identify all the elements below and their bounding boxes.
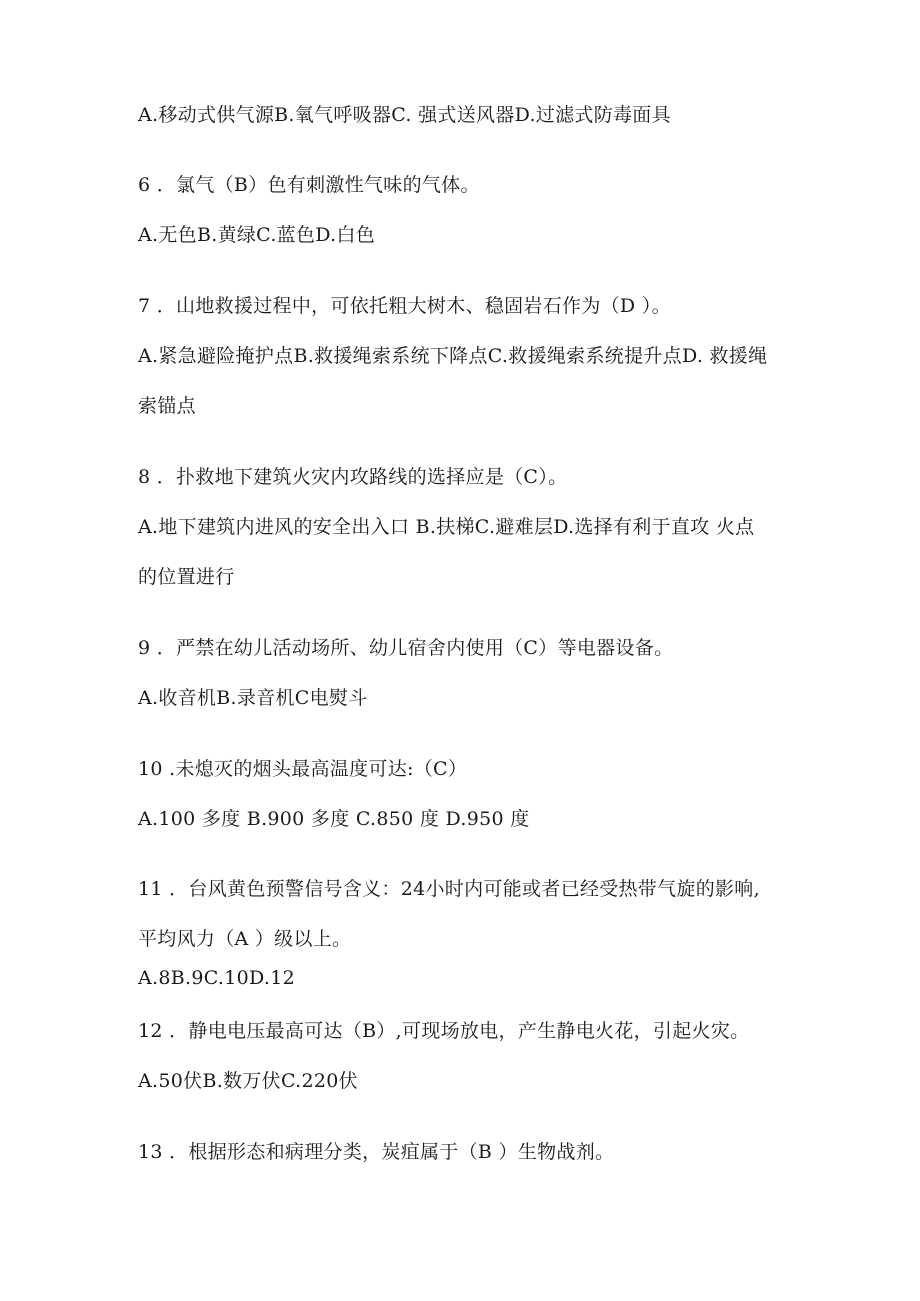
- answer-options-12: A.50伏B.数万伏C.220伏: [138, 1070, 358, 1092]
- question-9: 9 ．严禁在幼儿活动场所、幼儿宿舍内使用（C）等电器设备。: [138, 637, 674, 659]
- question-10: 10 .未熄灭的烟头最高温度可达:（C）: [138, 758, 468, 780]
- answer-options-8: A.地下建筑内进风的安全出入口 B.扶梯C.避难层D.选择有利于直攻 火点: [138, 516, 755, 538]
- question-11: 11 ．台风黄色预警信号含义：24小时内可能或者已经受热带气旋的影响,: [138, 878, 760, 900]
- question-8: 8 ．扑救地下建筑火灾内攻路线的选择应是（C）。: [138, 466, 568, 488]
- answer-options-11: A.8B.9C.10D.12: [138, 967, 295, 989]
- answer-options-9: A.收音机B.录音机C电熨斗: [138, 687, 368, 709]
- answer-options-10: A.100 多度 B.900 多度 C.850 度 D.950 度: [138, 808, 530, 830]
- question-7: 7 ．山地救援过程中，可依托粗大树木、稳固岩石作为（D ）。: [138, 295, 671, 317]
- question-12: 12 ．静电电压最高可达（B）,可现场放电，产生静电火花，引起火灾。: [138, 1020, 750, 1042]
- question-6: 6 ．氯气（B）色有刺激性气味的气体。: [138, 174, 480, 196]
- answer-options-8-continued: 的位置进行: [138, 566, 235, 588]
- question-11-continued: 平均风力（A ）级以上。: [138, 928, 352, 950]
- answer-options-5: A.移动式供气源B.氧气呼吸器C. 强式送风器D.过滤式防毒面具: [138, 104, 671, 126]
- answer-options-7-continued: 索锚点: [138, 395, 196, 417]
- answer-options-7: A.紧急避险掩护点B.救援绳索系统下降点C.救援绳索系统提升点D. 救援绳: [138, 345, 768, 367]
- question-13: 13 ．根据形态和病理分类，炭疽属于（B ）生物战剂。: [138, 1141, 615, 1163]
- answer-options-6: A.无色B.黄绿C.蓝色D.白色: [138, 224, 376, 246]
